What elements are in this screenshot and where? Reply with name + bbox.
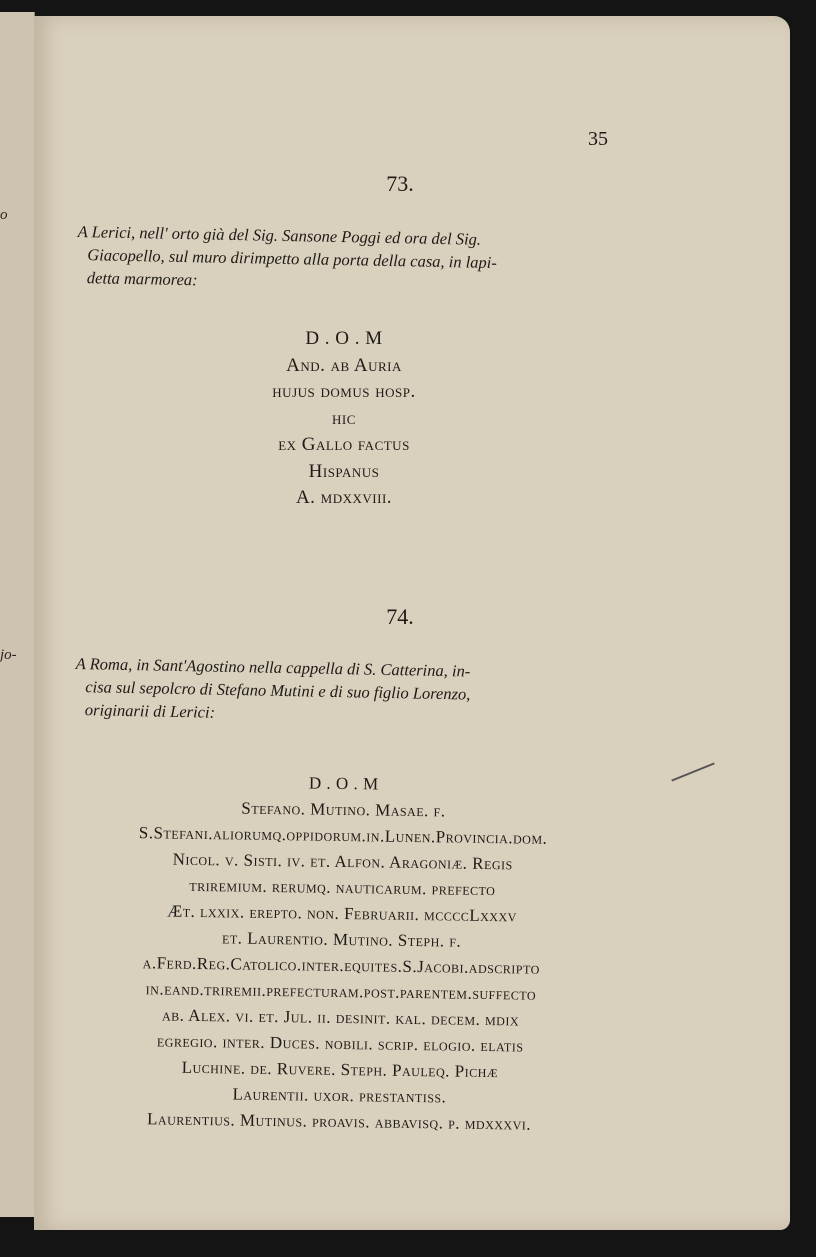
inscription-line: Nicol. v. Sisti. iv. et. Alfon. Aragoniæ. Regis — [172, 849, 513, 874]
inscription-line: ab. Alex. vi. et. Jul. ii. desinit. kal. decem. mdix — [161, 1005, 520, 1030]
inscription-line: in.eand.triremii.prefecturam.post.parentem.suffecto — [145, 979, 537, 1004]
inscription-74 — [59, 767, 624, 1139]
caption-line: A Roma, in Sant'Agostino nella cappella di S. Catterina, in- — [75, 653, 471, 681]
inscription-line: Luchine. de. Ruvere. Steph. Pauleq. Pichæ — [181, 1057, 499, 1082]
pencil-mark — [671, 762, 714, 781]
caption-line: A Lerici, nell' orto già del Sig. Sansone Poggi ed ora del Sig. — [77, 221, 482, 249]
caption-line: cisa sul sepolcro di Stefano Mutini e di suo figlio Lorenzo, — [85, 677, 471, 704]
inscription-line: Laurentius. Mutinus. proavis. abbavisq. p. mdxxxvi. — [146, 1109, 532, 1134]
entry-number-74: 74. — [386, 604, 414, 629]
inscription-line: hujus domus hosp. — [272, 381, 416, 402]
inscription-line: triremium. rerumq. nauticarum. prefecto — [189, 875, 496, 900]
inscription-line: Æt. lxxix. erepto. non. Februarii. mccccLxxxv — [167, 901, 518, 926]
inscription-line: S.Stefani.aliorumq.oppidorum.in.Lunen.Provincia.dom. — [138, 823, 548, 848]
inscription-line: D . O . M — [308, 773, 379, 794]
inscription-73 — [154, 326, 534, 512]
caption-line: Giacopello, sul muro dirimpetto alla porta della casa, in lapi- — [87, 245, 498, 273]
caption-line: originarii di Lerici: — [84, 700, 216, 722]
page-number: 35 — [588, 128, 608, 150]
inscription-line: et. Laurentio. Mutino. Steph. f. — [221, 928, 462, 951]
inscription-line: a.Ferd.Reg.Catolico.inter.equites.S.Jacobi.adscripto — [142, 953, 540, 978]
caption-line: detta marmorea: — [86, 268, 198, 290]
book-page — [34, 16, 790, 1230]
inscription-line: ex Gallo factus — [278, 434, 410, 455]
inscription-line: Stefano. Mutino. Masae. f. — [241, 798, 446, 821]
inscription-line: And. ab Auria — [286, 354, 402, 376]
margin-mark: o — [0, 207, 8, 223]
inscription-line: Hispanus — [308, 460, 380, 482]
inscription-line: hic — [332, 407, 356, 429]
inscription-line: Laurentii. uxor. prestantiss. — [232, 1084, 447, 1107]
inscription-line: egregio. inter. Duces. nobili. scrip. elogio. elatis — [156, 1031, 524, 1056]
inscription-line: D . O . M — [305, 328, 383, 349]
margin-mark: jo- — [0, 647, 17, 663]
entry-number-73: 73. — [386, 171, 414, 196]
entry-caption-74 — [75, 652, 636, 732]
inscription-line: A. mdxxviii. — [295, 487, 393, 508]
entry-caption-73 — [77, 220, 638, 300]
